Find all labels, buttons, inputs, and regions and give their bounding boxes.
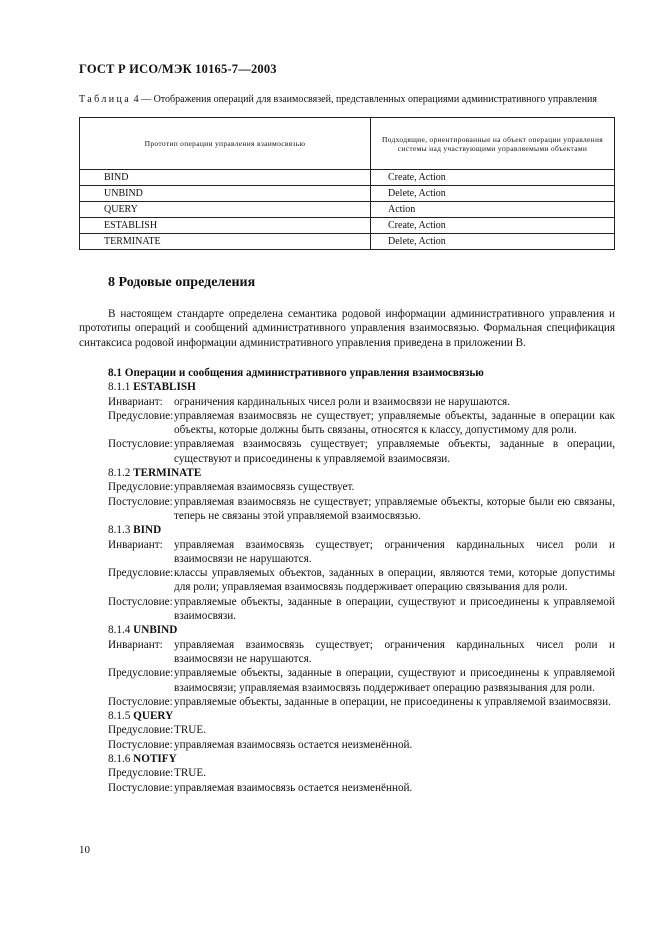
condition-label: Постусловие: xyxy=(108,495,173,508)
clause-heading xyxy=(79,752,615,766)
clause-condition xyxy=(79,409,615,438)
table-cell-system-ops: Action xyxy=(371,202,615,218)
clause-number: 8.1.2 xyxy=(108,467,131,480)
condition-label: Постусловие: xyxy=(108,781,173,794)
page-number: 10 xyxy=(79,844,90,856)
condition-text: управляемая взаимосвязь не существует; управляемые объекты, которые были ею связаны, теперь не связаны этой управляемой взаимосвязью. xyxy=(174,495,615,522)
table-cell-operation: QUERY xyxy=(80,202,371,218)
condition-text: TRUE. xyxy=(174,767,207,780)
clause-condition xyxy=(79,437,615,466)
table-row xyxy=(80,234,615,250)
clause-condition xyxy=(79,666,615,695)
condition-text: классы управляемых объектов, заданных в операции, являются теми, которые допустимы для роли; управляемая взаимосвязь поддерживает операцию связывания для роли. xyxy=(174,567,615,594)
table-row xyxy=(80,186,615,202)
table-cell-operation: TERMINATE xyxy=(80,234,371,250)
clause-condition xyxy=(79,566,615,595)
condition-label: Инвариант: xyxy=(108,638,163,651)
table-cell-system-ops: Delete, Action xyxy=(371,186,615,202)
condition-text: управляемая взаимосвязь остается неизменённой. xyxy=(174,738,413,751)
clause-heading xyxy=(79,466,615,480)
table-cell-operation: ESTABLISH xyxy=(80,218,371,234)
table-caption-text: — Отображения операций для взаимосвязей, представленных операциями административного управления xyxy=(141,94,597,105)
condition-label: Постусловие: xyxy=(108,738,173,751)
condition-label: Постусловие: xyxy=(108,438,173,451)
condition-label: Предусловие: xyxy=(108,481,174,494)
table-header-row xyxy=(80,118,615,170)
clause-heading xyxy=(79,623,615,637)
table-cell-operation: BIND xyxy=(80,170,371,186)
condition-text: управляемая взаимосвязь существует. xyxy=(174,481,355,494)
condition-text: управляемая взаимосвязь не существует; управляемые объекты, заданные в операции как объекты, которые должны быть связаны, относятся к классу, допустимому для роли. xyxy=(174,409,615,437)
clause-name: NOTIFY xyxy=(133,753,177,766)
clause-condition xyxy=(79,738,615,752)
condition-text: управляемые объекты, заданные в операции, не присоединены к управляемой взаимосвязи. xyxy=(174,695,611,708)
operations-mapping-table xyxy=(79,117,615,250)
clauses-container xyxy=(79,366,615,795)
table-row xyxy=(80,170,615,186)
clause-name: BIND xyxy=(133,524,162,537)
condition-label: Постусловие: xyxy=(108,595,173,608)
clause-number: 8.1.3 xyxy=(108,524,131,537)
condition-text: управляемые объекты, заданные в операции, существуют и присоединены к управляемой взаимосвязи; управляемая взаимосвязь поддерживает операцию развязывания для роли. xyxy=(174,667,615,694)
clause-name: QUERY xyxy=(133,710,174,723)
condition-label: Инвариант: xyxy=(108,538,163,551)
condition-text: управляемая взаимосвязь существует; ограничения кардинальных чисел роли и взаимосвязи не нарушаются. xyxy=(174,538,615,565)
clause-condition xyxy=(79,395,615,409)
clause-number: 8.1.5 xyxy=(108,710,131,723)
condition-label: Предусловие: xyxy=(108,667,174,680)
condition-text: управляемая взаимосвязь остается неизменённой. xyxy=(174,781,413,794)
condition-text: управляемая взаимосвязь существует; ограничения кардинальных чисел роли и взаимосвязи не нарушаются. xyxy=(174,638,615,665)
clause-condition xyxy=(79,766,615,780)
table-cell-system-ops: Delete, Action xyxy=(371,234,615,250)
clause-condition xyxy=(79,538,615,567)
condition-text: ограничения кардинальных чисел роли и взаимосвязи не нарушаются. xyxy=(174,395,510,408)
clause-number: 8.1.4 xyxy=(108,624,131,637)
column-header-system-ops: Подходящие, ориентированные на объект операции управления системы над участвующими управляемыми объектами xyxy=(371,118,615,170)
clause-condition xyxy=(79,695,615,709)
table-cell-operation: UNBIND xyxy=(80,186,371,202)
condition-label: Предусловие: xyxy=(108,724,174,737)
table-cell-system-ops: Create, Action xyxy=(371,170,615,186)
condition-label: Инвариант: xyxy=(108,395,163,408)
clause-heading xyxy=(79,380,615,394)
section-intro-paragraph: В настоящем стандарте определена семантика родовой информации административного управления и прототипы операций и сообщений административного управления взаимосвязью. Формальная спецификация синтаксиса родовой информации административного управления приведена в приложении В. xyxy=(79,308,615,349)
condition-text: управляемая взаимосвязь существует; управляемые объекты, заданные в операции, существуют и присоединены к управляемой взаимосвязи. xyxy=(174,438,615,465)
column-header-prototype: Прототип операции управления взаимосвязью xyxy=(80,118,371,170)
condition-text: TRUE. xyxy=(174,724,207,737)
clause-condition xyxy=(79,723,615,737)
table-row xyxy=(80,218,615,234)
document-code-header: ГОСТ Р ИСО/МЭК 10165-7—2003 xyxy=(79,62,277,76)
table-caption-label: Таблица xyxy=(79,94,132,105)
clause-name: UNBIND xyxy=(133,624,178,637)
table-caption xyxy=(79,94,619,105)
section-title: 8 Родовые определения xyxy=(108,275,256,290)
table-row xyxy=(80,202,615,218)
clause-condition xyxy=(79,495,615,524)
condition-label: Постусловие: xyxy=(108,695,173,708)
clause-condition xyxy=(79,480,615,494)
table-caption-number: 4 xyxy=(133,94,139,105)
condition-text: управляемые объекты, заданные в операции, существуют и присоединены к управляемой взаимосвязи. xyxy=(174,595,615,623)
clause-heading xyxy=(79,709,615,723)
clause-number: 8.1.1 xyxy=(108,381,131,394)
subsection-title: 8.1 Операции и сообщения административного управления взаимосвязью xyxy=(108,367,484,379)
clause-condition xyxy=(79,638,615,667)
clause-number: 8.1.6 xyxy=(108,753,131,766)
table-cell-system-ops: Create, Action xyxy=(371,218,615,234)
condition-label: Предусловие: xyxy=(108,409,174,422)
clause-name: ESTABLISH xyxy=(133,381,196,394)
condition-label: Предусловие: xyxy=(108,767,174,780)
condition-label: Предусловие: xyxy=(108,567,174,580)
clause-name: TERMINATE xyxy=(133,467,202,480)
clause-condition xyxy=(79,595,615,624)
clause-condition xyxy=(79,781,615,795)
clause-heading xyxy=(79,523,615,537)
